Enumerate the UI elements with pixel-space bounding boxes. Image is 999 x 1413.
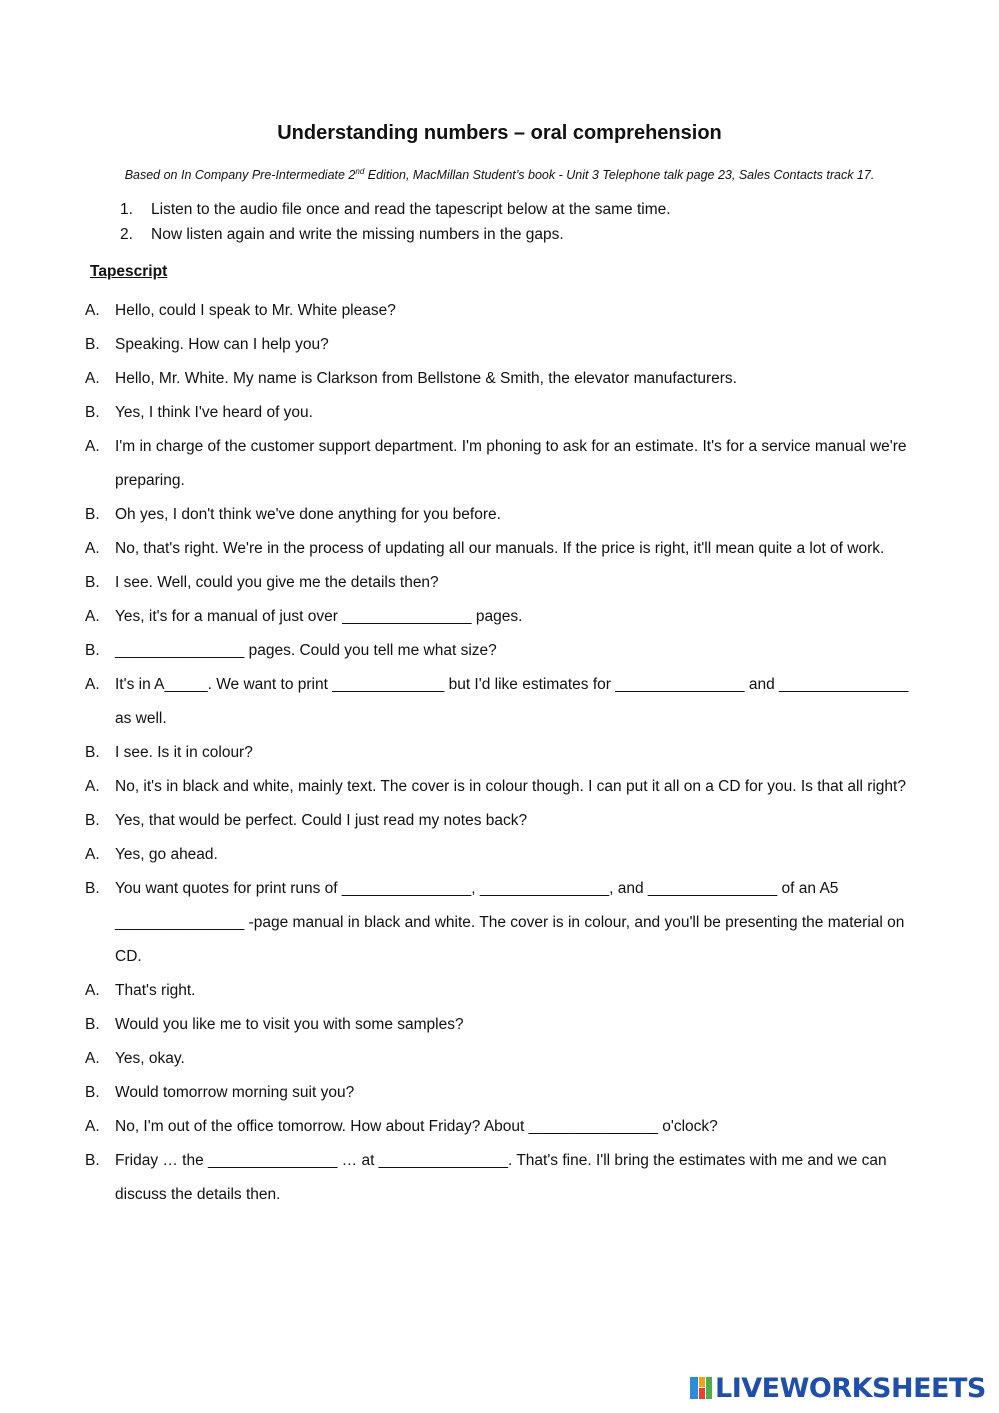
speaker-label: A. <box>85 540 100 557</box>
dialogue-turn <box>85 1042 915 1076</box>
dialogue-line: Yes, it's for a manual of just over _______________ pages. <box>115 608 523 625</box>
dialogue-line: Hello, could I speak to Mr. White please? <box>115 302 396 319</box>
dialogue-turn <box>85 1008 915 1042</box>
dialogue-line: Speaking. How can I help you? <box>115 336 329 353</box>
dialogue-turn <box>85 668 915 736</box>
dialogue-line: No, that's right. We're in the process of updating all our manuals. If the price is right, it'll mean quite a lot of work. <box>115 540 885 557</box>
dialogue-line: Would you like me to visit you with some samples? <box>115 1016 464 1033</box>
speaker-label: A. <box>85 676 100 693</box>
source-note <box>0 167 999 182</box>
source-text-end: Edition, MacMillan Student’s book - Unit 3 Telephone talk page 23, Sales Contacts track 17. <box>364 168 875 183</box>
speaker-label: B. <box>85 744 100 761</box>
dialogue-line: Yes, go ahead. <box>115 846 218 863</box>
dialogue-turn <box>85 396 915 430</box>
speaker-label: A. <box>85 778 100 795</box>
dialogue-turn <box>85 770 915 804</box>
page-title: Understanding numbers – oral comprehension <box>277 122 722 144</box>
speaker-label: A. <box>85 982 100 999</box>
speaker-label: B. <box>85 506 100 523</box>
dialogue-turn <box>85 1110 915 1144</box>
dialogue-line: _______________ pages. Could you tell me what size? <box>115 642 497 659</box>
dialogue-turn <box>85 294 915 328</box>
dialogue-turn <box>85 804 915 838</box>
dialogue-line: Hello, Mr. White. My name is Clarkson from Bellstone & Smith, the elevator manufacturers. <box>115 370 737 387</box>
dialogue-turn <box>85 532 915 566</box>
speaker-label: B. <box>85 880 100 897</box>
instruction-item <box>120 225 671 250</box>
dialogue-line: Friday … the _______________ … at _______________. That's fine. I'll bring the estimates with me and we can discuss the details then. <box>115 1152 887 1203</box>
speaker-label: A. <box>85 1118 100 1135</box>
dialogue-turn <box>85 328 915 362</box>
dialogue-turn <box>85 498 915 532</box>
speaker-label: B. <box>85 1084 100 1101</box>
dialogue-turn <box>85 600 915 634</box>
dialogue-line: Oh yes, I don't think we've done anything for you before. <box>115 506 501 523</box>
instruction-number: 1. <box>120 201 133 218</box>
liveworksheets-logo[interactable] <box>690 1373 986 1403</box>
speaker-label: A. <box>85 1050 100 1067</box>
speaker-label: B. <box>85 336 100 353</box>
instructions-list <box>120 200 671 250</box>
dialogue-turn <box>85 430 915 498</box>
dialogue-turn <box>85 1144 915 1212</box>
source-superscript: nd <box>355 167 365 176</box>
dialogue-line: I see. Well, could you give me the details then? <box>115 574 439 591</box>
speaker-label: B. <box>85 642 100 659</box>
speaker-label: A. <box>85 608 100 625</box>
dialogue-line: It's in A_____. We want to print _____________ but I'd like estimates for _______________ and _______________ as well. <box>115 676 909 727</box>
dialogue-turn <box>85 974 915 1008</box>
speaker-label: B. <box>85 1152 100 1169</box>
dialogue-line: You want quotes for print runs of _______________, _______________, and _______________ of an A5 _______________ -page manual in black and white. The cover is in colour, and you'll be presenting the material on CD. <box>115 880 905 965</box>
source-text-start: Based on In Company Pre-Intermediate 2 <box>124 168 356 183</box>
dialogue-turn <box>85 736 915 770</box>
dialogue-line: Yes, that would be perfect. Could I just read my notes back? <box>115 812 528 829</box>
speaker-label: B. <box>85 404 100 421</box>
speaker-label: A. <box>85 302 100 319</box>
dialogue-turn <box>85 838 915 872</box>
speaker-label: B. <box>85 1016 100 1033</box>
dialogue-line: That's right. <box>115 982 196 999</box>
dialogue <box>85 294 915 1212</box>
dialogue-turn <box>85 1076 915 1110</box>
dialogue-turn <box>85 362 915 396</box>
liveworksheets-logo-icon <box>690 1375 712 1401</box>
dialogue-line: No, I'm out of the office tomorrow. How about Friday? About _______________ o'clock? <box>115 1118 718 1135</box>
speaker-label: A. <box>85 846 100 863</box>
dialogue-turn <box>85 872 915 974</box>
dialogue-line: I'm in charge of the customer support department. I'm phoning to ask for an estimate. It's for a service manual we're preparing. <box>115 438 907 489</box>
instruction-item <box>120 200 671 225</box>
speaker-label: A. <box>85 438 100 455</box>
dialogue-line: Yes, okay. <box>115 1050 185 1067</box>
dialogue-line: I see. Is it in colour? <box>115 744 253 761</box>
logo-wordmark: LIVEWORKSHEETS <box>715 1372 986 1404</box>
dialogue-line: No, it's in black and white, mainly text. The cover is in colour though. I can put it all on a CD for you. Is that all right? <box>115 778 906 795</box>
dialogue-line: Would tomorrow morning suit you? <box>115 1084 355 1101</box>
speaker-label: B. <box>85 574 100 591</box>
instruction-number: 2. <box>120 226 133 243</box>
dialogue-turn <box>85 634 915 668</box>
instruction-text: Listen to the audio file once and read the tapescript below at the same time. <box>151 201 671 218</box>
dialogue-line: Yes, I think I've heard of you. <box>115 404 313 421</box>
tapescript-heading: Tapescript <box>90 263 168 280</box>
speaker-label: A. <box>85 370 100 387</box>
dialogue-turn <box>85 566 915 600</box>
instruction-text: Now listen again and write the missing numbers in the gaps. <box>151 226 564 243</box>
speaker-label: B. <box>85 812 100 829</box>
